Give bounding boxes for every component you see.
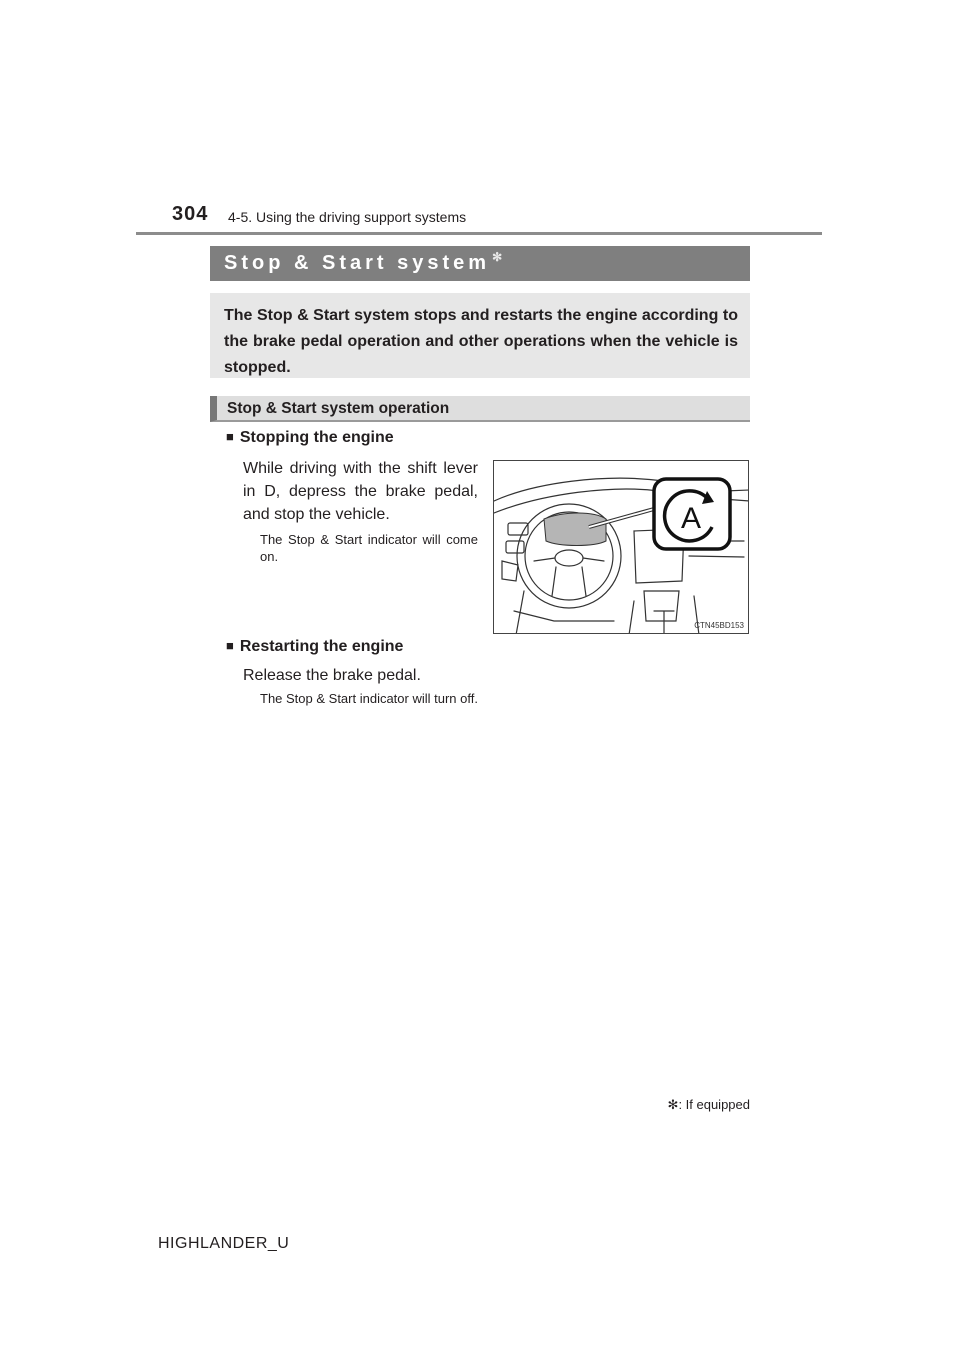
- item-note-restarting: The Stop & Start indicator will turn off.: [260, 691, 478, 706]
- item-heading-restarting: [226, 638, 403, 656]
- figure-code: CTN45BD153: [694, 621, 744, 630]
- page-title: [224, 252, 502, 275]
- footnote: [612, 1097, 750, 1113]
- document-id: HIGHLANDER_U: [158, 1235, 290, 1252]
- intro-box: [210, 293, 750, 378]
- intro-text: The Stop & Start system stops and restarts the engine according to the brake pedal operation and other operations when the vehicle is stopped.: [224, 307, 738, 376]
- dashboard-drawing: [494, 461, 749, 634]
- header-divider: [136, 232, 822, 235]
- subsection-title: Stop & Start system operation: [227, 400, 450, 417]
- item-body-restarting: Release the brake pedal.: [243, 667, 421, 684]
- page-title-text: Stop & Start system: [224, 252, 491, 274]
- section-breadcrumb: 4-5. Using the driving support systems: [228, 209, 467, 225]
- asterisk-icon: ✻: [492, 250, 503, 264]
- item-note-stopping: The Stop & Start indicator will come on.: [260, 532, 478, 564]
- item-heading-stopping: [226, 429, 394, 447]
- indicator-letter: A: [680, 502, 702, 535]
- square-bullet-icon: ■: [226, 429, 234, 444]
- item-body-stopping: While driving with the shift lever in D, depress the brake pedal, and stop the vehicle.: [243, 460, 478, 523]
- footnote-text: : If equipped: [678, 1097, 750, 1112]
- square-bullet-icon: ■: [226, 638, 234, 653]
- dashboard-illustration: [493, 460, 749, 634]
- subsection-bar: [210, 396, 750, 422]
- item-heading-text: Restarting the engine: [239, 638, 404, 655]
- page-title-bar: [210, 246, 750, 281]
- item-heading-text: Stopping the engine: [239, 429, 394, 446]
- asterisk-icon: ✻: [667, 1097, 679, 1112]
- page-number: 304: [172, 203, 209, 225]
